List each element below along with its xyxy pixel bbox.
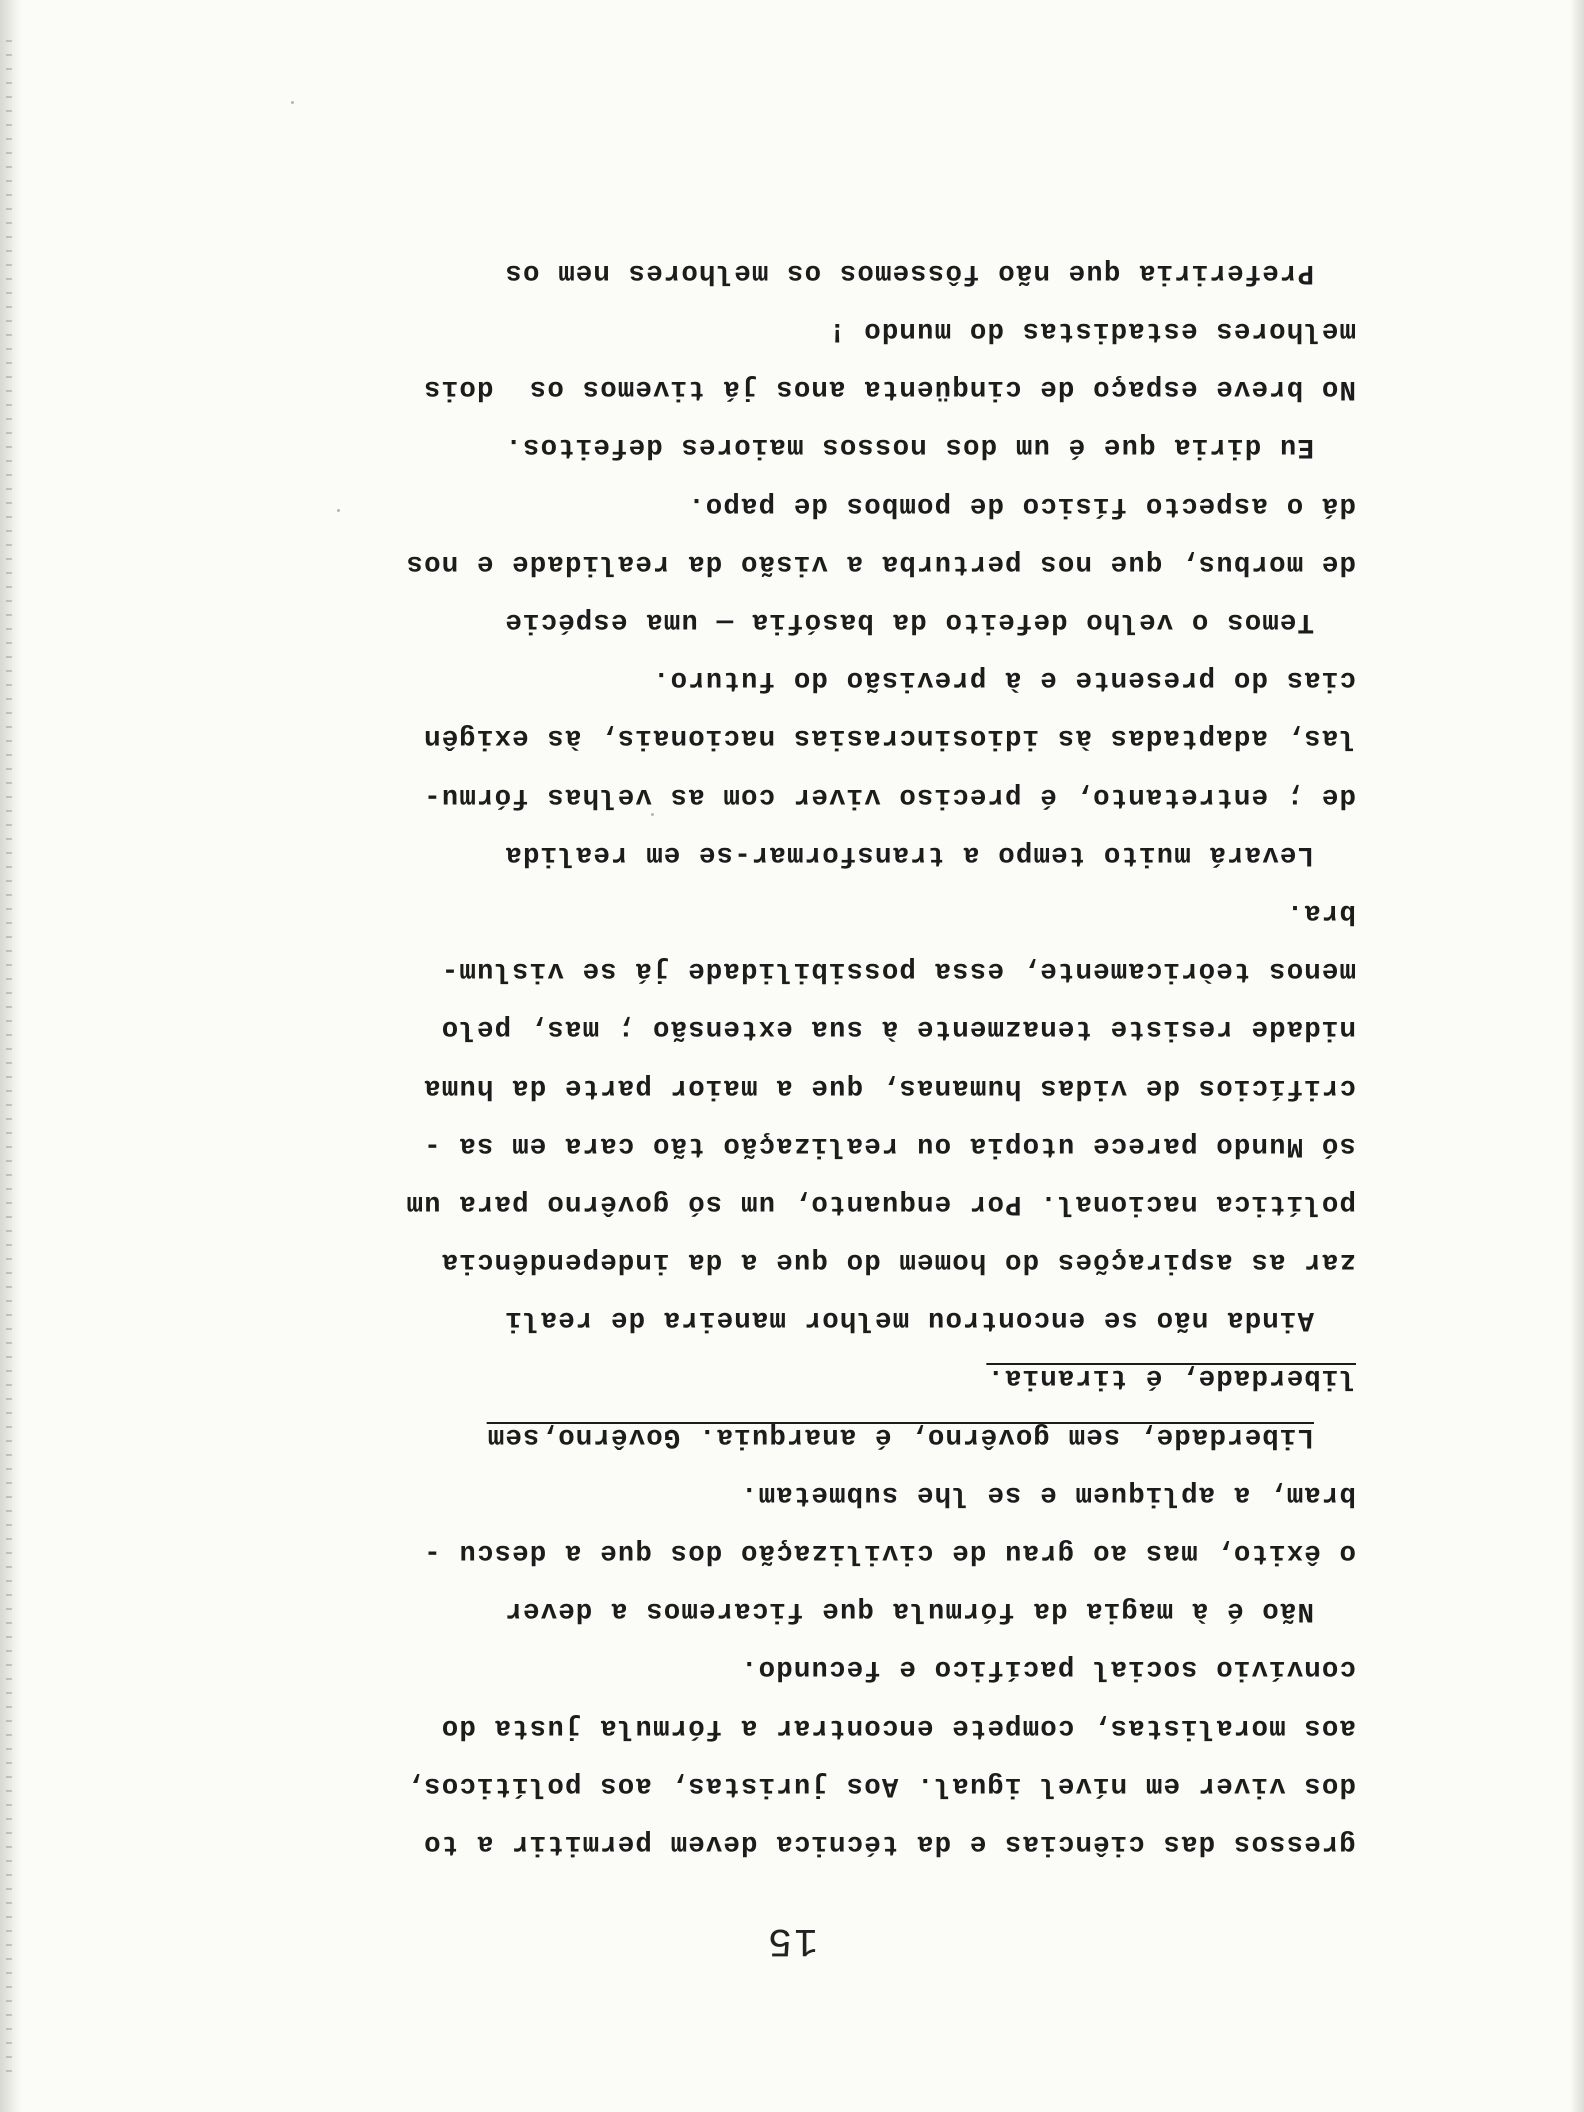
text-line xyxy=(236,650,1356,708)
text-line xyxy=(236,708,1356,766)
text-line xyxy=(236,1348,1356,1406)
text-line xyxy=(236,999,1356,1057)
text-line xyxy=(236,301,1356,359)
text-line-content: convívio social pacífico e fecundo. xyxy=(739,1653,1356,1685)
text-line-content: Liberdade, sem govêrno, é anarquia. Govêrno,sem xyxy=(486,1420,1314,1452)
text-line-content: Temos o velho defeito da basófia — uma espécie xyxy=(504,606,1314,638)
text-line xyxy=(236,243,1356,301)
text-line xyxy=(236,825,1356,883)
text-line xyxy=(236,417,1356,475)
typed-text-body xyxy=(236,243,1356,1872)
text-line xyxy=(236,1814,1356,1872)
text-line-content: menos teòricamente, essa possibilidade já se vislum- xyxy=(440,955,1356,987)
text-line xyxy=(236,1407,1356,1465)
text-line-content: nidade resiste tenazmente à sua extensão ; mas, pelo xyxy=(440,1013,1356,1045)
text-line-content: aos moralistas, compete encontrar a fórmula justa do xyxy=(440,1711,1356,1743)
scan-speck xyxy=(651,813,654,816)
text-line xyxy=(236,883,1356,941)
text-line-content: las, adaptadas às idiosincrasias nacionais, às exigên xyxy=(423,722,1356,754)
text-line xyxy=(236,476,1356,534)
text-line xyxy=(236,1639,1356,1697)
text-line xyxy=(236,1174,1356,1232)
text-line xyxy=(236,1581,1356,1639)
text-line-content: cias do presente e à previsão do futuro. xyxy=(651,664,1356,696)
text-line-content: só Mundo parece utopia ou realização tão cara em sa - xyxy=(423,1129,1356,1161)
text-line-content: melhores estadistas do mundo ! xyxy=(827,315,1356,347)
text-line-content: Preferiria que não fôssemos os melhores nem os xyxy=(504,256,1314,288)
text-line xyxy=(236,1523,1356,1581)
text-line-content: Eu diria que é um dos nossos maiores defeitos. xyxy=(504,431,1314,463)
text-line-content: zar as aspirações do homem do que a da independência xyxy=(440,1246,1356,1278)
text-line-content: Levará muito tempo a transformar-se em realida xyxy=(504,838,1314,870)
text-line xyxy=(236,1057,1356,1115)
text-line-content: de ; entretanto, é preciso viver com as velhas fórmu- xyxy=(423,780,1356,812)
text-line xyxy=(236,1116,1356,1174)
text-line xyxy=(236,1756,1356,1814)
text-line xyxy=(236,359,1356,417)
text-line xyxy=(236,766,1356,824)
text-line xyxy=(236,1697,1356,1755)
text-line-content: bram, a apliquem e se lhe submetam. xyxy=(739,1478,1356,1510)
text-line xyxy=(236,941,1356,999)
page-number: 15 xyxy=(766,1917,819,1962)
text-line-content: bra. xyxy=(1285,897,1356,928)
scan-speck xyxy=(291,101,294,104)
text-line-content: No breve espaço de cinqüenta anos já tivemos os dois xyxy=(423,373,1356,405)
text-line-content: de morbus, que nos perturba a visão da realidade e nos xyxy=(405,547,1356,579)
text-line-content: dos viver em nível igual. Aos juristas, aos políticos, xyxy=(405,1769,1356,1801)
text-line-content: dá o aspecto físico de pombos de papo. xyxy=(687,489,1356,521)
text-line xyxy=(236,1232,1356,1290)
text-line-content: Ainda não se encontrou melhor maneira de reali xyxy=(504,1304,1314,1336)
text-line-content: gressos das ciências e da técnica devem permitir a to xyxy=(423,1828,1356,1859)
text-line-content: crifícios de vidas humanas, que a maior parte da huma xyxy=(423,1071,1356,1103)
text-line-content: política nacional. Por enquanto, um só govêrno para um xyxy=(405,1187,1356,1219)
text-line xyxy=(236,1465,1356,1523)
text-line-content: liberdade, é tirania. xyxy=(986,1362,1356,1394)
text-line-content: Não é à magia da fórmula que ficaremos a dever xyxy=(504,1595,1314,1627)
text-line xyxy=(236,1290,1356,1348)
scan-speck xyxy=(337,509,340,512)
text-line xyxy=(236,592,1356,650)
text-line-content: o êxito, mas ao grau de civilização dos que a descu - xyxy=(423,1537,1356,1569)
text-line xyxy=(236,534,1356,592)
